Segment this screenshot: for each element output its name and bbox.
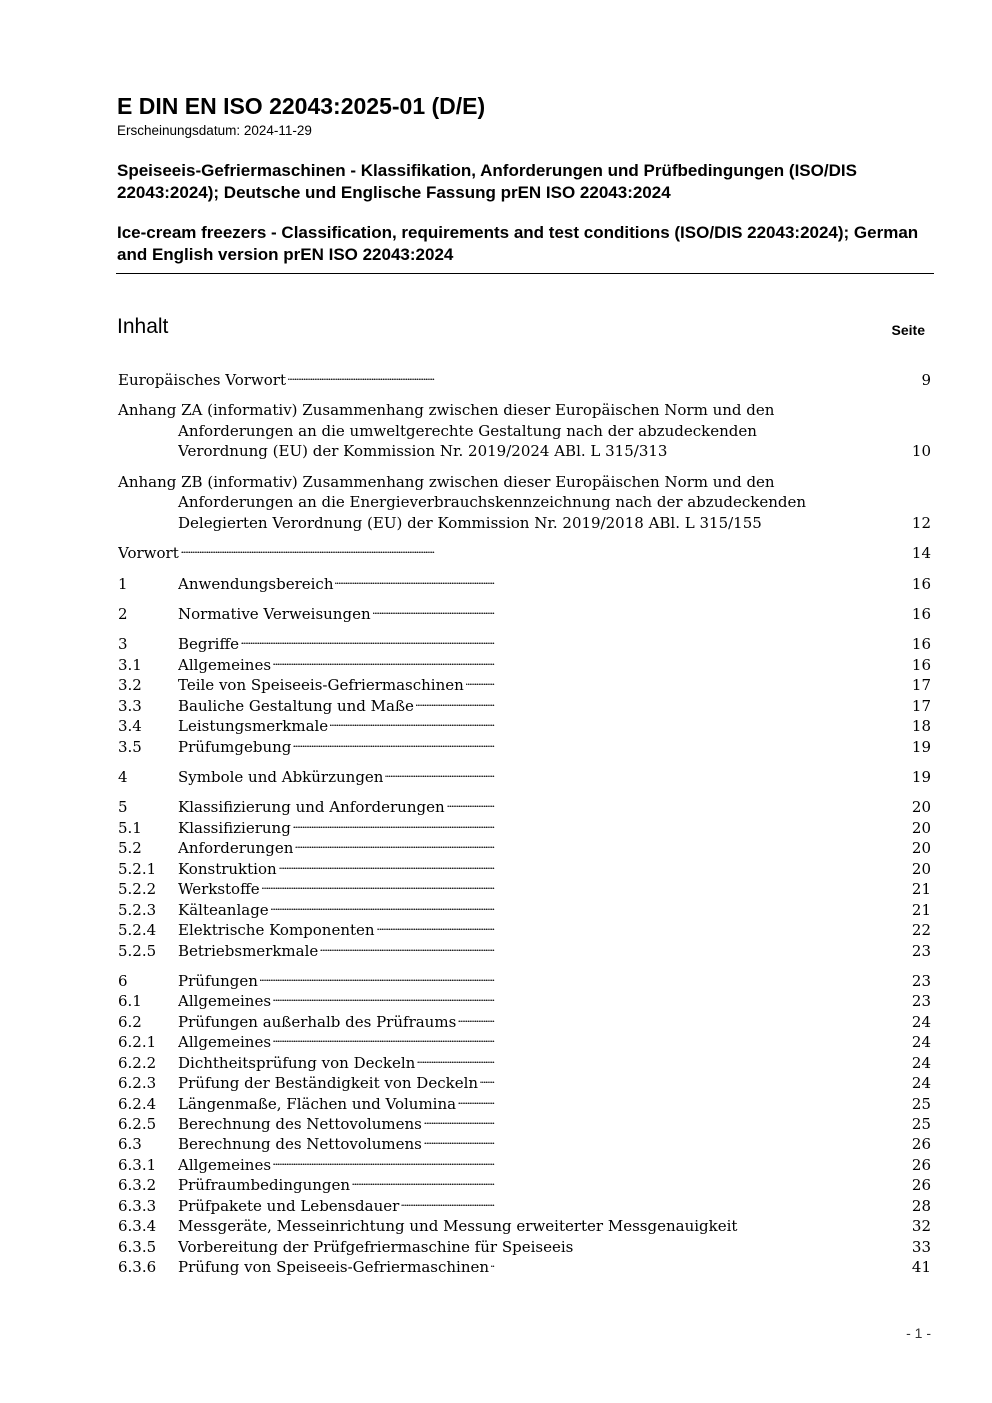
toc-entry-6-3-3[interactable] bbox=[118, 1196, 931, 1216]
toc-entry-label: Vorbereitung der Prüfgefriermaschine für Speiseeis bbox=[178, 1237, 574, 1256]
toc-entry-label: Prüfung der Beständigkeit von Deckeln bbox=[178, 1074, 479, 1093]
toc-entry-page: 12 bbox=[911, 513, 931, 532]
toc-numbered-entries bbox=[118, 574, 931, 1278]
toc-entry-5-2[interactable] bbox=[118, 838, 931, 858]
toc-entry-number: 6.3 bbox=[118, 1135, 142, 1154]
toc-entry-5-2-5[interactable] bbox=[118, 941, 931, 961]
toc-entry-page: 25 bbox=[911, 1094, 931, 1113]
toc-entry-label: Allgemeines bbox=[178, 1155, 272, 1174]
toc-entry-6-2-4[interactable] bbox=[118, 1094, 931, 1114]
toc-entry-label: Symbole und Abkürzungen bbox=[178, 768, 384, 786]
toc-entry-6-2[interactable] bbox=[118, 1012, 931, 1032]
toc-entry-5-2-1[interactable] bbox=[118, 859, 931, 879]
toc-entry-page: 23 bbox=[911, 941, 931, 960]
toc-entry-page: 23 bbox=[911, 971, 931, 990]
toc-entry-label: Betriebsmerkmale bbox=[178, 941, 319, 960]
toc-entry-label: Dichtheitsprüfung von Deckeln bbox=[178, 1053, 416, 1072]
toc-entry-number: 6.3.1 bbox=[118, 1155, 157, 1174]
toc-entry-number: 3.3 bbox=[118, 696, 142, 715]
toc-entry-page: 25 bbox=[911, 1115, 931, 1133]
toc-entry-number: 3 bbox=[118, 635, 128, 654]
toc-entry-6-3-2[interactable] bbox=[118, 1175, 931, 1195]
toc-entry-page: 20 bbox=[911, 798, 931, 817]
toc-heading: Inhalt bbox=[117, 315, 169, 338]
toc-entry-1[interactable] bbox=[118, 574, 931, 594]
toc-entry-label-cont: Verordnung (EU) der Kommission Nr. 2019/2024 ABl. L 315/313 bbox=[178, 442, 668, 461]
toc-entry-label: Prüfumgebung bbox=[178, 737, 292, 756]
document-header bbox=[117, 92, 933, 266]
page-number: - 1 - bbox=[906, 1325, 931, 1341]
toc-entry-page: 28 bbox=[911, 1196, 931, 1215]
toc-entry-number: 6 bbox=[118, 971, 128, 990]
toc-entry-number: 6.2.3 bbox=[118, 1074, 157, 1093]
toc-entry-label: Anforderungen bbox=[178, 839, 294, 858]
toc-entry-6-2-2[interactable] bbox=[118, 1053, 931, 1073]
toc-entry-label: Prüfraumbedingungen bbox=[178, 1176, 351, 1195]
toc-entry-number: 6.2.2 bbox=[118, 1053, 157, 1072]
toc-entry-label: Kälteanlage bbox=[178, 900, 269, 919]
toc-entry-6-2-3[interactable] bbox=[118, 1073, 931, 1093]
toc-entry-label: Teile von Speiseeis-Gefriermaschinen bbox=[178, 676, 464, 695]
toc-entry-6-1[interactable] bbox=[118, 991, 931, 1011]
toc-entry-number: 5.2.1 bbox=[118, 859, 157, 878]
toc-entry-page: 9 bbox=[921, 371, 931, 389]
toc-entry-page: 10 bbox=[911, 442, 931, 461]
toc-entry-page: 33 bbox=[911, 1237, 931, 1256]
toc-entry-label: Prüfungen außerhalb des Prüfraums bbox=[178, 1012, 457, 1031]
toc-entry-3[interactable] bbox=[118, 634, 931, 654]
page-column-label: Seite bbox=[891, 322, 925, 338]
toc-entry-label: Elektrische Komponenten bbox=[178, 921, 375, 940]
toc-entry-number: 1 bbox=[118, 574, 128, 593]
toc-entry-number: 6.3.5 bbox=[118, 1237, 157, 1256]
title-english: Ice-cream freezers - Classification, requirements and test conditions (ISO/DIS 22043:2024); German and English version prEN ISO 22043:2024 bbox=[117, 223, 919, 264]
toc-entry-number: 5.2.2 bbox=[118, 880, 157, 899]
toc-entry-number: 6.3.6 bbox=[118, 1258, 157, 1277]
toc-entry-page: 17 bbox=[911, 696, 931, 715]
toc-entry-label: Allgemeines bbox=[178, 1033, 272, 1052]
toc-entry-3-1[interactable] bbox=[118, 655, 931, 675]
toc-entry-page: 22 bbox=[911, 921, 931, 940]
toc-entry-label-cont: Anforderungen an die umweltgerechte Gestaltung nach der abzudeckenden bbox=[178, 421, 757, 440]
toc-entry-page: 24 bbox=[911, 1074, 931, 1093]
toc-entry-5-2-3[interactable] bbox=[118, 900, 931, 920]
toc-entry-page: 16 bbox=[911, 635, 931, 654]
toc-entry-label: Vorwort bbox=[118, 544, 179, 563]
toc-entry-6-2-1[interactable] bbox=[118, 1032, 931, 1052]
toc-entry-3-4[interactable] bbox=[118, 716, 931, 736]
toc-entry-label: Berechnung des Nettovolumens bbox=[178, 1115, 422, 1133]
toc-entry-page: 17 bbox=[911, 676, 931, 695]
toc-entry-number: 3.4 bbox=[118, 717, 142, 736]
toc-entry-page: 16 bbox=[911, 655, 931, 674]
toc-entry-number: 5.2.5 bbox=[118, 941, 157, 960]
title-german: Speiseeis-Gefriermaschinen - Klassifikation, Anforderungen und Prüfbedingungen (ISO/DIS 22043:2024); Deutsche und Englische Fassung prEN ISO 22043:2024 bbox=[117, 161, 857, 202]
toc-entry-number: 6.2.5 bbox=[118, 1115, 157, 1133]
toc-entry-number: 5.2 bbox=[118, 839, 142, 858]
toc-entry-number: 6.3.3 bbox=[118, 1196, 157, 1215]
toc-entry-number: 5.1 bbox=[118, 818, 142, 837]
toc-entry-label-cont: Delegierten Verordnung (EU) der Kommission Nr. 2019/2018 ABl. L 315/155 bbox=[178, 513, 762, 532]
toc-entry-label: Prüfpakete und Lebensdauer bbox=[178, 1196, 400, 1215]
toc-entry-number: 6.3.4 bbox=[118, 1217, 157, 1236]
toc-entry-page: 26 bbox=[911, 1176, 931, 1195]
toc-entry-number: 4 bbox=[118, 768, 128, 786]
toc-entry-page: 19 bbox=[911, 737, 931, 756]
toc-entry-annex-za[interactable] bbox=[118, 400, 931, 461]
toc-entry-page: 20 bbox=[911, 839, 931, 858]
document-id: E DIN EN ISO 22043:2025-01 (D/E) bbox=[117, 93, 486, 119]
toc-entry-number: 6.1 bbox=[118, 992, 142, 1011]
toc-entry-foreword[interactable] bbox=[118, 543, 931, 563]
toc-entry-label: Begriffe bbox=[178, 635, 240, 654]
toc-entry-number: 6.2.4 bbox=[118, 1094, 157, 1113]
toc-entry-label: Längenmaße, Flächen und Volumina bbox=[178, 1094, 457, 1113]
toc-entry-page: 23 bbox=[911, 992, 931, 1011]
toc-entry-number: 2 bbox=[118, 604, 128, 623]
toc-entry-6-3-4[interactable] bbox=[118, 1216, 931, 1236]
toc-entry-page: 24 bbox=[911, 1053, 931, 1072]
toc-entry-5-2-2[interactable] bbox=[118, 879, 931, 899]
toc-entry-number: 5.2.4 bbox=[118, 921, 157, 940]
toc-entry-5[interactable] bbox=[118, 797, 931, 817]
toc-entry-number: 6.2 bbox=[118, 1012, 142, 1031]
toc-entry-6-3-5[interactable] bbox=[118, 1237, 931, 1257]
toc-entry-6[interactable] bbox=[118, 971, 931, 991]
toc-entry-page: 14 bbox=[911, 544, 931, 563]
toc-entry-number: 6.2.1 bbox=[118, 1033, 157, 1052]
toc-entry-2[interactable] bbox=[118, 604, 931, 624]
toc-entry-6-3-1[interactable] bbox=[118, 1155, 931, 1175]
toc-entry-5-2-4[interactable] bbox=[118, 920, 931, 940]
toc-entry-label-cont: Anforderungen an die Energieverbrauchskennzeichnung nach der abzudeckenden bbox=[178, 493, 807, 512]
toc-entry-label: Anhang ZA (informativ) Zusammenhang zwischen dieser Europäischen Norm und den bbox=[118, 401, 775, 420]
toc-entry-3-3[interactable] bbox=[118, 696, 931, 716]
toc-entry-label: Prüfung von Speiseeis-Gefriermaschinen bbox=[178, 1258, 490, 1277]
toc-entry-label: Normative Verweisungen bbox=[178, 604, 371, 623]
toc-entry-label: Europäisches Vorwort bbox=[118, 371, 286, 389]
toc-entry-label: Klassifizierung bbox=[178, 818, 291, 837]
toc-entry-label: Werkstoffe bbox=[178, 880, 260, 899]
toc-entry-label: Leistungsmerkmale bbox=[178, 717, 329, 736]
toc-entry-label: Berechnung des Nettovolumens bbox=[178, 1135, 422, 1154]
toc-entry-page: 41 bbox=[911, 1258, 931, 1277]
toc-entry-label: Konstruktion bbox=[178, 859, 277, 878]
toc-entry-page: 16 bbox=[911, 574, 931, 593]
toc-entry-number: 3.1 bbox=[118, 655, 142, 674]
toc-entry-page: 24 bbox=[911, 1033, 931, 1052]
toc-entry-number: 3.5 bbox=[118, 737, 142, 756]
toc-entry-label: Bauliche Gestaltung und Maße bbox=[178, 696, 414, 715]
toc-entry-label: Prüfungen bbox=[178, 971, 258, 990]
toc-entry-annex-zb[interactable] bbox=[118, 472, 931, 533]
toc-entry-number: 5 bbox=[118, 798, 128, 817]
toc-entry-page: 26 bbox=[911, 1155, 931, 1174]
publication-date: Erscheinungsdatum: 2024-11-29 bbox=[117, 123, 312, 138]
toc-entry-3-2[interactable] bbox=[118, 675, 931, 695]
toc-entry-6-2-5[interactable] bbox=[118, 1114, 931, 1134]
toc-entry-6-3[interactable] bbox=[118, 1134, 931, 1154]
toc-entry-page: 24 bbox=[911, 1012, 931, 1031]
header-divider bbox=[116, 273, 934, 274]
toc-entry-european-foreword[interactable] bbox=[118, 370, 931, 390]
toc-entry-number: 5.2.3 bbox=[118, 900, 157, 919]
toc-entry-label: Anwendungsbereich bbox=[178, 574, 334, 593]
toc-entry-page: 20 bbox=[911, 818, 931, 837]
toc-entry-label: Allgemeines bbox=[178, 655, 272, 674]
toc-entry-number: 6.3.2 bbox=[118, 1176, 157, 1195]
toc-entry-page: 21 bbox=[911, 900, 931, 919]
toc-entry-page: 20 bbox=[911, 859, 931, 878]
table-of-contents bbox=[118, 370, 931, 1278]
toc-entry-number: 3.2 bbox=[118, 676, 142, 695]
toc-entry-label: Klassifizierung und Anforderungen bbox=[178, 798, 445, 817]
toc-entry-page: 16 bbox=[911, 604, 931, 623]
toc-entry-page: 32 bbox=[911, 1217, 931, 1236]
toc-entry-page: 21 bbox=[911, 880, 931, 899]
toc-entry-3-5[interactable] bbox=[118, 737, 931, 757]
toc-entry-label: Anhang ZB (informativ) Zusammenhang zwischen dieser Europäischen Norm und den bbox=[118, 472, 775, 491]
toc-entry-page: 26 bbox=[911, 1135, 931, 1154]
toc-entry-page: 19 bbox=[911, 768, 931, 786]
toc-entry-5-1[interactable] bbox=[118, 818, 931, 838]
toc-entry-label: Messgeräte, Messeinrichtung und Messung erweiterter Messgenauigkeit bbox=[178, 1217, 738, 1236]
toc-entry-4[interactable] bbox=[118, 767, 931, 787]
toc-entry-6-3-6[interactable] bbox=[118, 1257, 931, 1277]
toc-entry-label: Allgemeines bbox=[178, 992, 272, 1011]
toc-entry-page: 18 bbox=[911, 717, 931, 736]
